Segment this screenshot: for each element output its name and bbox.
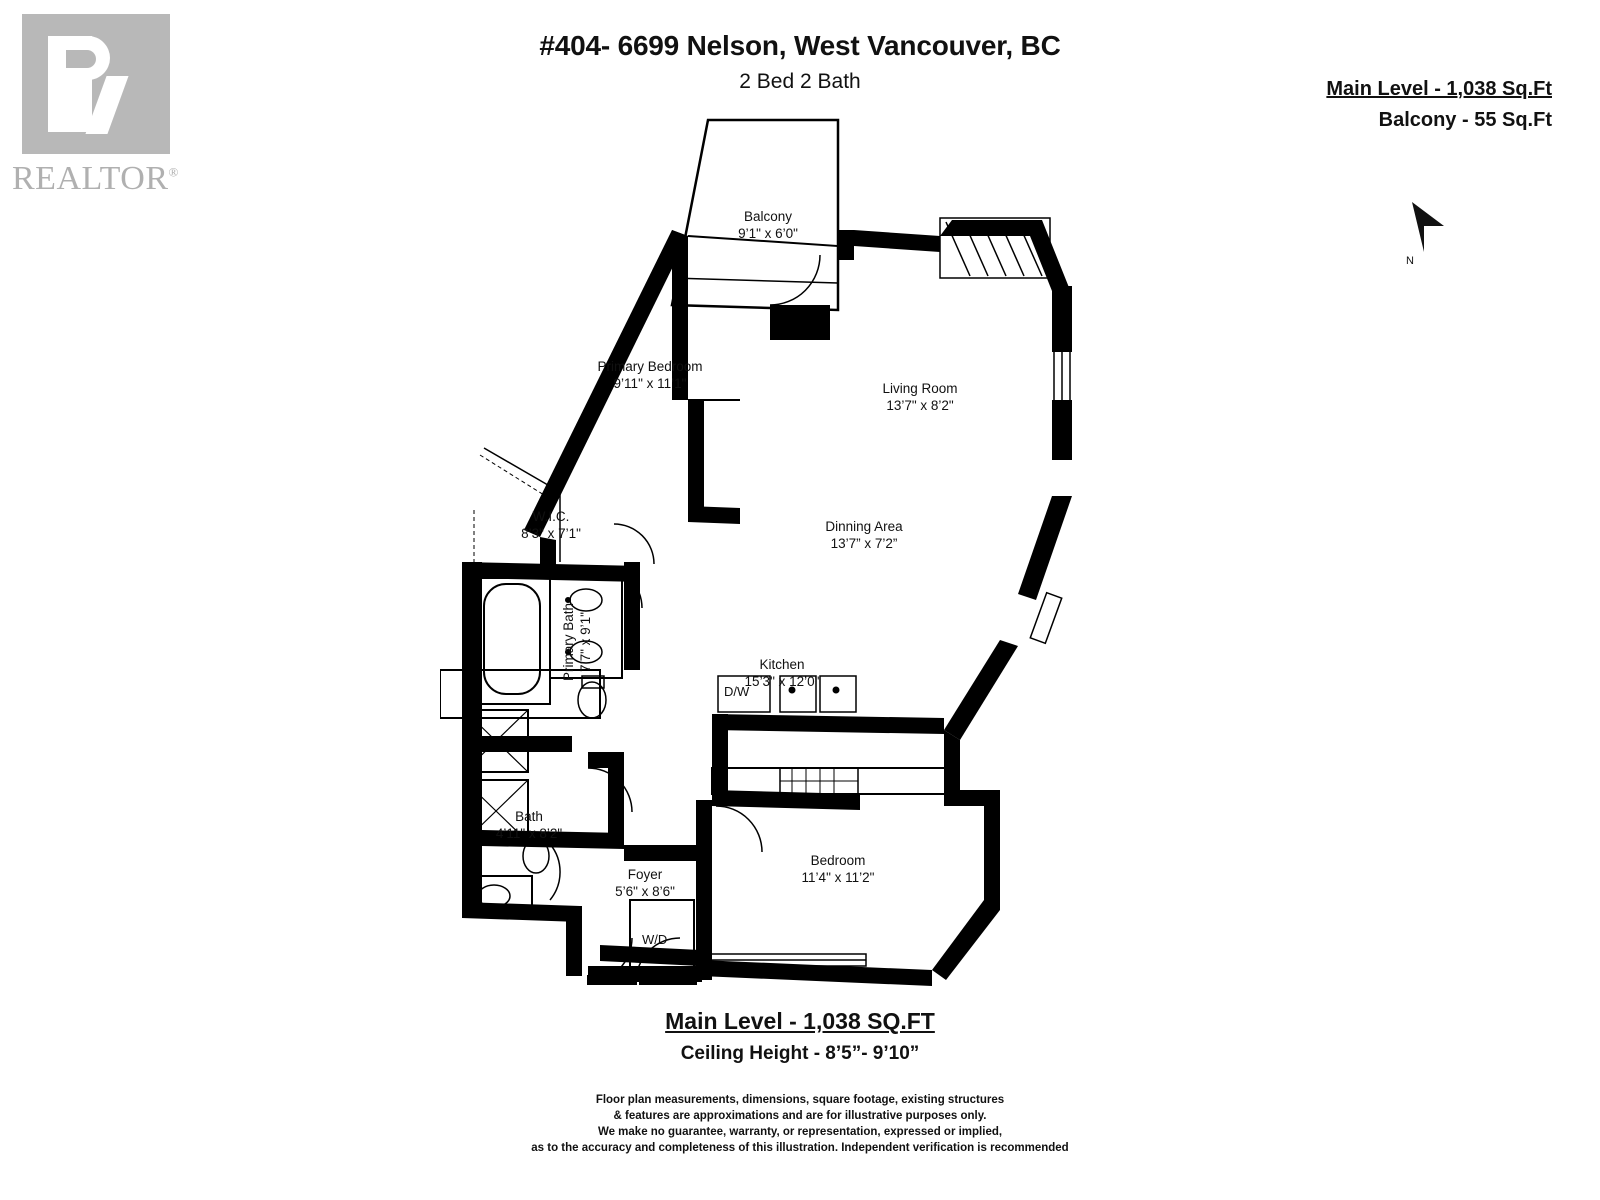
north-arrow-label: N (1406, 255, 1414, 267)
footer-main-level: Main Level - 1,038 SQ.FT (665, 1008, 935, 1034)
disclaimer-line-2: & features are approximations and are for illustrative purposes only. (613, 1110, 987, 1122)
property-beds-baths: 2 Bed 2 Bath (739, 70, 861, 93)
room-label-wic: W.I.C. 8’3" x 7’1" (521, 509, 581, 541)
disclaimer (0, 1092, 1600, 1156)
disclaimer-line-4: as to the accuracy and completeness of this illustration. Independent verification is recommended (531, 1142, 1069, 1154)
realtor-r-logo-icon (22, 14, 170, 154)
room-label-bath: Bath 4’11" x 8’2" (495, 809, 563, 841)
realtor-logo (8, 10, 208, 200)
north-arrow (1398, 200, 1468, 280)
room-label-bedroom: Bedroom 11’4" x 11’2" (801, 853, 875, 885)
balcony-area: Balcony - 55 Sq.Ft (1378, 109, 1552, 131)
appliance-label-dishwasher: D/W (724, 684, 750, 699)
realtor-wordmark: REALTOR® (12, 160, 179, 197)
room-label-kitchen: Kitchen 15’3" x 12’0" (744, 657, 820, 689)
main-level-area: Main Level - 1,038 Sq.Ft (1326, 78, 1552, 100)
footer-area-summary (0, 1008, 1600, 1065)
room-label-living-room: Living Room 13’7" x 8’2" (882, 381, 958, 413)
room-label-primary-bedroom: Primary Bedroom 9’11" x 11’1" (597, 359, 703, 391)
room-label-primary-bath: Primary Bath 7’7" x 9’1" (561, 602, 593, 682)
disclaimer-line-3: We make no guarantee, warranty, or representation, expressed or implied, (597, 1126, 1003, 1138)
floor-plan (440, 100, 1120, 1010)
room-label-foyer: Foyer 5’6" x 8’6" (615, 867, 675, 899)
disclaimer-line-1: Floor plan measurements, dimensions, square footage, existing structures (595, 1094, 1005, 1106)
footer-ceiling-height: Ceiling Height - 8’5”- 9’10” (680, 1043, 920, 1064)
property-address: #404- 6699 Nelson, West Vancouver, BC (539, 30, 1061, 61)
room-label-balcony: Balcony 9’1" x 6’0" (738, 209, 798, 241)
page-title (380, 30, 1220, 94)
north-arrow-icon (1398, 200, 1468, 260)
appliance-label-washer-dryer: W/D (642, 932, 668, 947)
room-label-dinning-area: Dinning Area 13’7” x 7’2” (825, 519, 903, 551)
area-summary (1326, 78, 1552, 132)
